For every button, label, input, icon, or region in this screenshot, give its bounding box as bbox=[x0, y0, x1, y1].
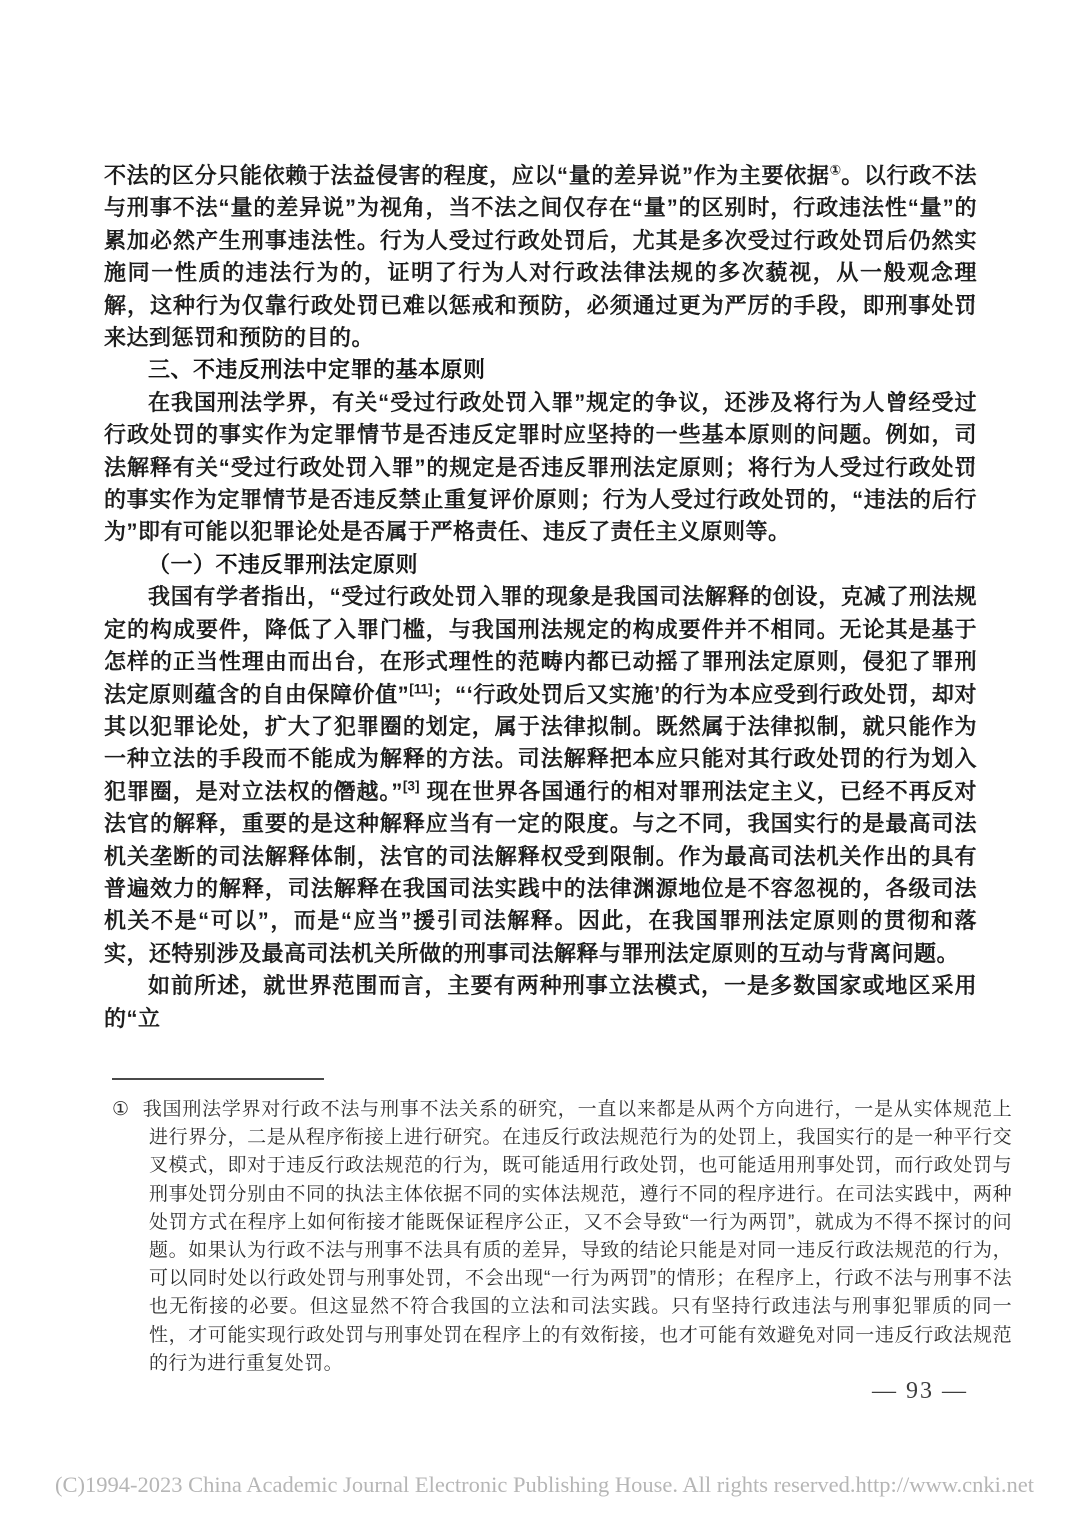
body-paragraph bbox=[104, 970, 977, 1035]
footnote bbox=[112, 1096, 1012, 1378]
body-paragraph bbox=[104, 581, 977, 970]
section-heading bbox=[104, 354, 977, 386]
text-run: ；“‘行政处罚后又实施’的行为本应受到行政处罚，却对其以犯罪论处，扩大了犯罪圈的划定，属于法律拟制。既然属于法律拟制，就只能作为一种立法的手段而不能成为解释的方法。司法解释把本应只能对其行政处罚的行为划入犯罪圈，是对立法权的僭越。” bbox=[104, 681, 977, 804]
footnote-separator bbox=[112, 1078, 324, 1080]
citation-superscript: [3] bbox=[402, 778, 420, 794]
body-text bbox=[104, 160, 977, 1035]
text-run: 如前所述，就世界范围而言，主要有两种刑事立法模式，一是多数国家或地区采用的“立 bbox=[104, 973, 977, 1031]
text-run: （一）不违反罪刑法定原则 bbox=[148, 551, 419, 577]
copyright-text: (C)1994-2023 China Academic Journal Electronic Publishing House. All rights reserved. bbox=[55, 1472, 856, 1497]
citation-superscript: ① bbox=[829, 162, 842, 178]
copyright-line bbox=[55, 1472, 1035, 1498]
body-paragraph bbox=[104, 160, 977, 354]
section-heading bbox=[104, 549, 977, 581]
text-run: 不法的区分只能依赖于法益侵害的程度，应以“量的差异说”作为主要依据 bbox=[104, 163, 830, 188]
text-run: 我国有学者指出，“受过行政处罚入罪的现象是我国司法解释的创设，克减了刑法规定的构成要件，降低了入罪门槛，与我国刑法规定的构成要件并不相同。无论其是基于怎样的正当性理由而出台，在形式理性的范畴内都已动摇了罪刑法定原则，侵犯了罪刑法定原则蕴含的自由保障价值” bbox=[104, 584, 977, 707]
citation-superscript: [11] bbox=[409, 681, 433, 697]
page-number: — 93 — bbox=[872, 1378, 968, 1404]
copyright-url: http://www.cnki.net bbox=[855, 1472, 1035, 1497]
text-run: 三、不违反刑法中定罪的基本原则 bbox=[148, 357, 486, 383]
text-run: 在我国刑法学界，有关“受过行政处罚入罪”规定的争议，还涉及将行为人曾经受过行政处罚的事实作为定罪情节是否违反定罪时应坚持的一些基本原则的问题。例如，司法解释有关“受过行政处罚入罪”的规定是否违反罪刑法定原则；将行为人受过行政处罚的事实作为定罪情节是否违反禁止重复评价原则；行为人受过行政处罚的，“违法的后行为”即有可能以犯罪论处是否属于严格责任、违反了责任主义原则等。 bbox=[104, 389, 977, 545]
footnote-text: 我国刑法学界对行政不法与刑事不法关系的研究，一直以来都是从两个方向进行，一是从实体规范上进行界分，二是从程序衔接上进行研究。在违反行政法规范行为的处罚上，我国实行的是一种平行交叉模式，即对于违反行政法规范的行为，既可能适用行政处罚，也可能适用刑事处罚，而行政处罚与刑事处罚分别由不同的执法主体依据不同的实体法规范，遵行不同的程序进行。在司法实践中，两种处罚方式在程序上如何衔接才能既保证程序公正，又不会导致“一行为两罚”，就成为不得不探讨的问题。如果认为行政不法与刑事不法具有质的差异，导致的结论只能是对同一违反行政法规范的行为，可以同时处以行政处罚与刑事处罚，不会出现“一行为两罚”的情形；在程序上，行政不法与刑事不法也无衔接的必要。但这显然不符合我国的立法和司法实践。只有坚持行政违法与刑事犯罪质的同一性，才可能实现行政处罚与刑事处罚在程序上的有效衔接，也才可能有效避免对同一违反行政法规范的行为进行重复处罚。 bbox=[142, 1099, 1012, 1374]
text-run: 现在世界各国通行的相对罪刑法定主义，已经不再反对法官的解释，重要的是这种解释应当有一定的限度。与之不同，我国实行的是最高司法机关垄断的司法解释体制，法官的司法解释权受到限制。作为最高司法机关作出的具有普遍效力的解释，司法解释在我国司法实践中的法律渊源地位是不容忽视的，各级司法机关不是“可以”，而是“应当”援引司法解释。因此，在我国罪刑法定原则的贯彻和落实，还特别涉及最高司法机关所做的刑事司法解释与罪刑法定原则的互动与背离问题。 bbox=[104, 778, 977, 966]
text-run: 。以行政不法与刑事不法“量的差异说”为视角，当不法之间仅存在“量”的区别时，行政违法性“量”的累加必然产生刑事违法性。行为人受过行政处罚后，尤其是多次受过行政处罚后仍然实施同一性质的违法行为的，证明了行为人对行政法律法规的多次藐视，从一般观念理解，这种行为仅靠行政处罚已难以惩戒和预防，必须通过更为严厉的手段，即刑事处罚来达到惩罚和预防的目的。 bbox=[104, 163, 977, 351]
footnote-marker: ① bbox=[112, 1099, 130, 1120]
body-paragraph bbox=[104, 387, 977, 549]
